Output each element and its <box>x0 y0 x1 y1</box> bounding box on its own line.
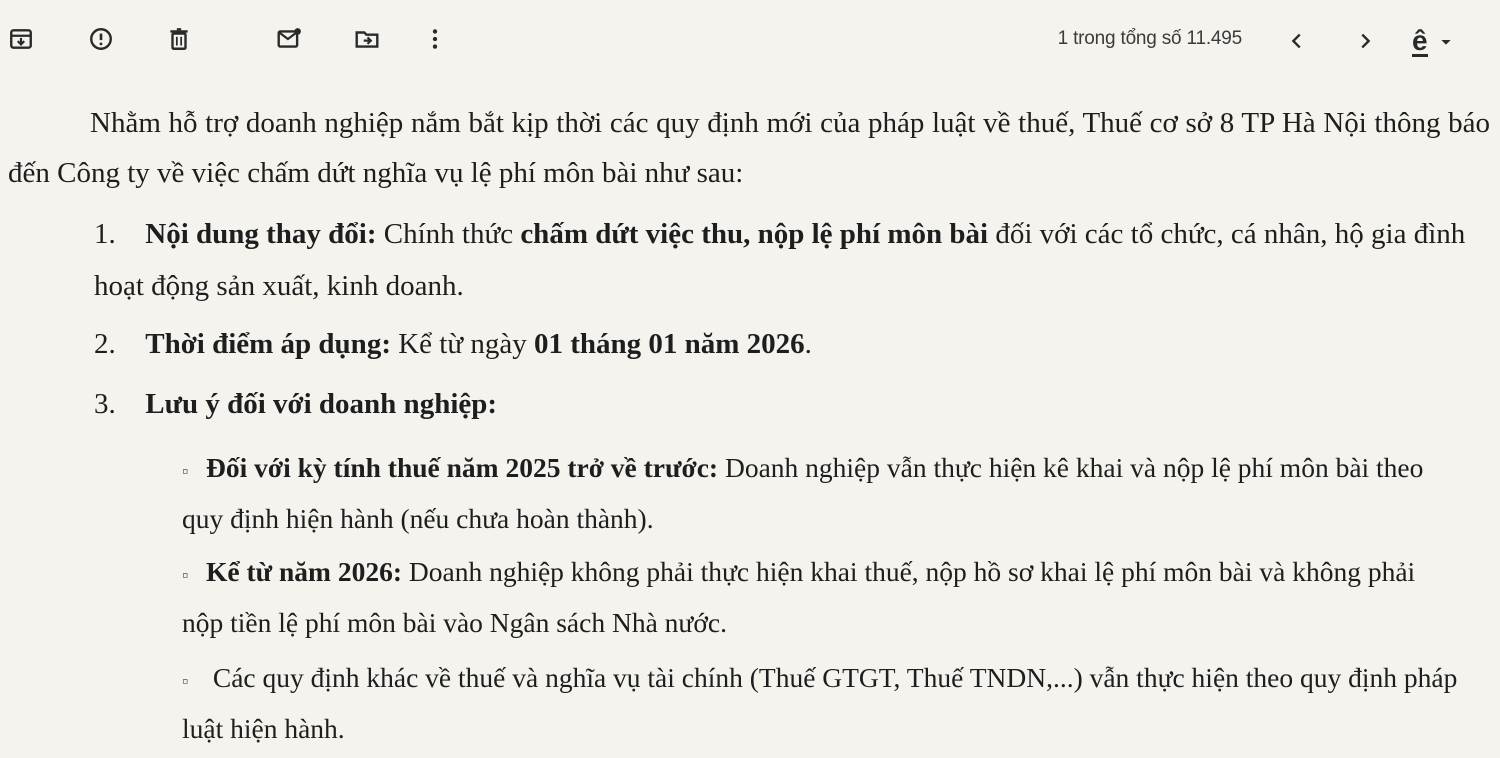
list-item-1 <box>94 208 1484 312</box>
mark-unread-icon[interactable] <box>272 22 306 56</box>
bullet-icon: ▫ <box>182 564 189 585</box>
sub-item-label: Đối với kỳ tính thuế năm 2025 trở về trước: <box>206 452 719 483</box>
item-label: Lưu ý đối với doanh nghiệp: <box>145 388 498 420</box>
list-item-2 <box>94 318 1484 370</box>
intro-paragraph: Nhằm hỗ trợ doanh nghiệp nắm bắt kịp thời các quy định mới của pháp luật về thuế, Thuế cơ sở 8 TP Hà Nội thông báo đến Công ty về việc chấm dứt nghĩa vụ lệ phí môn bài như sau: <box>8 107 1490 189</box>
item-text: . <box>804 328 812 360</box>
chevron-right-icon <box>1354 30 1376 52</box>
sub-item-text: Doanh nghiệp vẫn thực hiện kê khai và nộp lệ phí môn bài theo quy định hiện hành (nếu chưa hoàn thành). <box>182 452 1424 534</box>
list-number: 2. <box>94 328 116 360</box>
bullet-icon: ▫ <box>182 460 189 481</box>
bullet-icon: ▫ <box>182 670 189 691</box>
delete-icon[interactable] <box>162 22 196 56</box>
sub-item-label: Kể từ năm 2026: <box>206 556 402 587</box>
item-emphasis: chấm dứt việc thu, nộp lệ phí môn bài <box>520 218 989 250</box>
list-number: 3. <box>94 388 116 420</box>
sub-item-1 <box>182 444 1462 543</box>
list-number: 1. <box>94 218 116 250</box>
newer-button[interactable] <box>1282 26 1312 56</box>
item-text: Chính thức <box>376 218 521 250</box>
item-text: Kể từ ngày <box>390 328 534 360</box>
archive-icon[interactable] <box>4 22 38 56</box>
item-text: đối với các tổ chức, cá nhân, hộ gia đình hoạt động sản xuất, kinh doanh. <box>94 218 1466 302</box>
item-label: Nội dung thay đổi: <box>145 218 377 250</box>
sub-item-3 <box>182 654 1462 753</box>
chevron-left-icon <box>1286 30 1308 52</box>
item-label: Thời điểm áp dụng: <box>145 328 391 360</box>
sub-item-text: Doanh nghiệp không phải thực hiện khai thuế, nộp hồ sơ khai lệ phí môn bài và không phải nộp tiền lệ phí môn bài vào Ngân sách Nhà nước. <box>182 556 1416 638</box>
item-emphasis: 01 tháng 01 năm 2026 <box>533 328 805 360</box>
mail-toolbar <box>0 0 1500 84</box>
list-item-3 <box>94 378 1484 430</box>
email-body <box>0 92 1500 752</box>
message-counter: 1 trong tổng số 11.495 <box>1057 28 1242 49</box>
older-button[interactable] <box>1350 26 1380 56</box>
sub-item-2 <box>182 548 1462 647</box>
sub-item-text: Các quy định khác về thuế và nghĩa vụ tài chính (Thuế GTGT, Thuế TNDN,...) vẫn thực hiện theo quy định pháp luật hiện hành. <box>182 662 1458 744</box>
more-vert-icon[interactable] <box>418 22 452 56</box>
input-tools-icon: ê <box>1412 24 1428 56</box>
input-tools-button[interactable] <box>1412 24 1482 60</box>
caret-down-icon <box>1438 34 1454 50</box>
report-spam-icon[interactable] <box>84 22 118 56</box>
move-to-icon[interactable] <box>350 22 384 56</box>
